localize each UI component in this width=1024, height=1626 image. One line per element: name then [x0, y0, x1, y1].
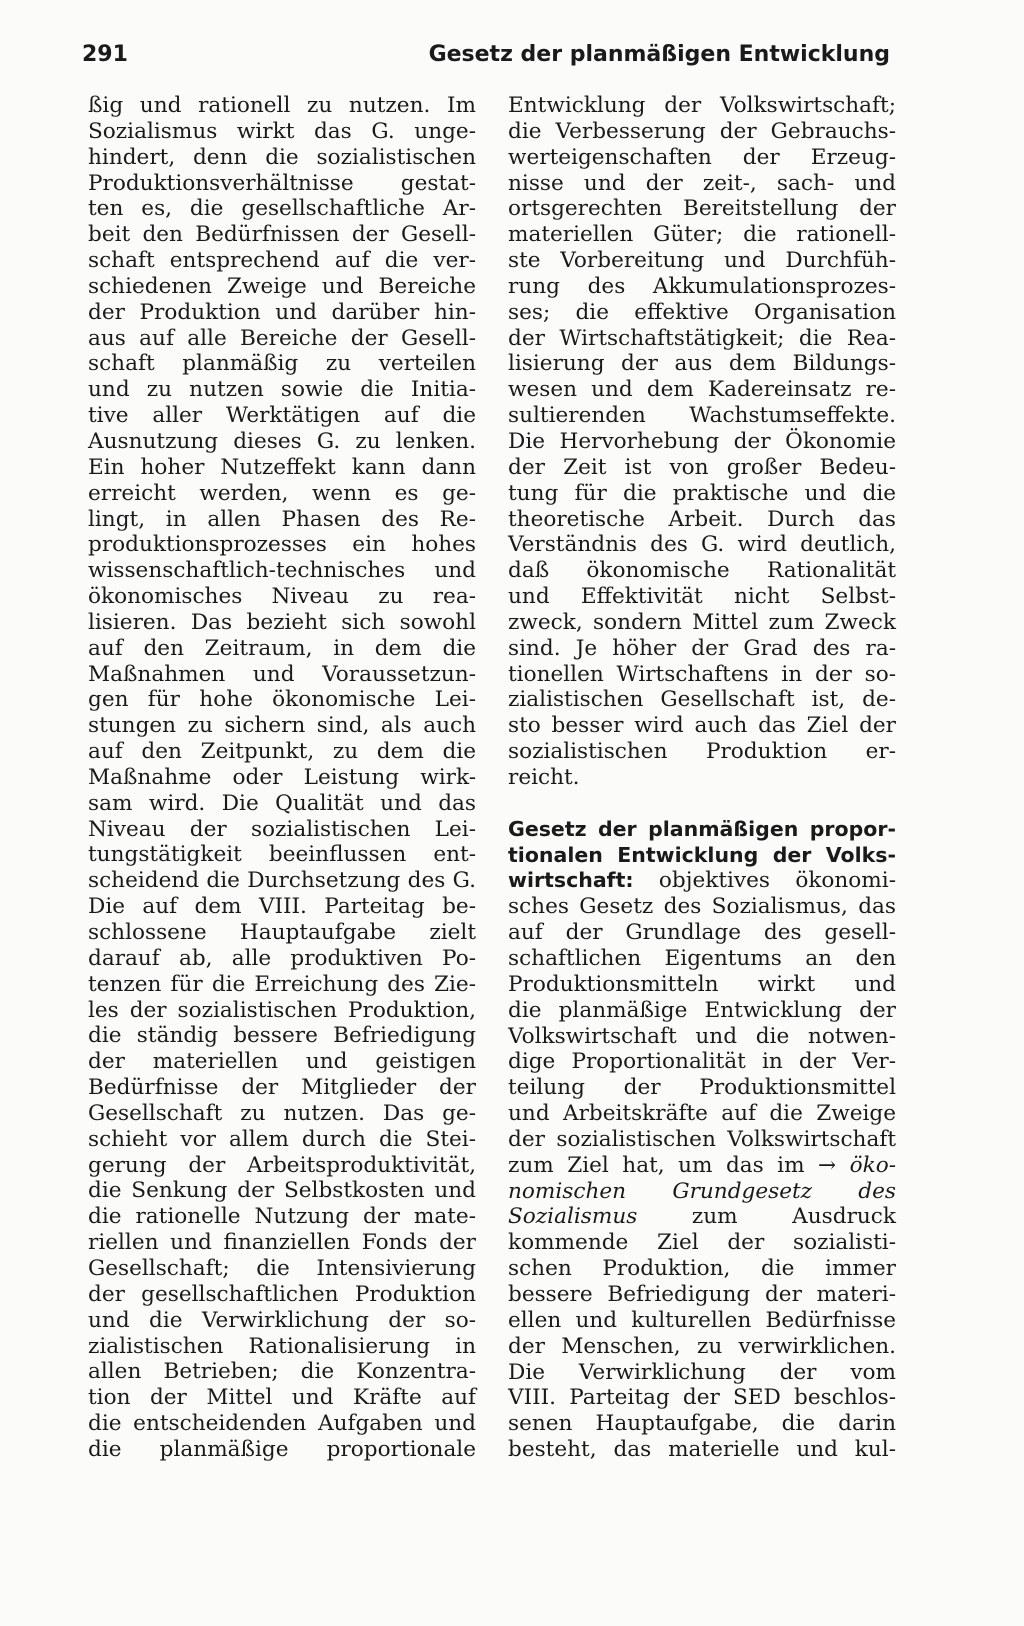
text-line: sam wird. Die Qualität und das [88, 790, 476, 816]
text-line: Ausnutzung dieses G. zu lenken. [88, 428, 476, 454]
text-line: gen für hohe ökonomische Lei- [88, 687, 476, 713]
text-line: Die Verwirklichung der vom [508, 1359, 896, 1385]
text-line: auf den Zeitraum, in dem die [88, 635, 476, 661]
right-column-continued-text [508, 93, 896, 791]
text-line: Produktionsverhältnisse gestat- [88, 170, 476, 196]
text-line: ellen und kulturellen Bedürfnisse [508, 1307, 896, 1333]
text-line: besteht, das materielle und kul- [508, 1437, 896, 1463]
entry-headword: wirtschaft: [508, 868, 634, 893]
text-line: scheidend die Durchsetzung des G. [88, 868, 476, 894]
text-line: Die auf dem VIII. Parteitag be- [88, 894, 476, 920]
text-line: tive aller Werktätigen auf die [88, 403, 476, 429]
text-line: die Verbesserung der Gebrauchs- [508, 118, 896, 144]
text-line: werteigenschaften der Erzeug- [508, 144, 896, 170]
text-line: rung des Akkumulationsprozes- [508, 273, 896, 299]
text-line: les der sozialistischen Produktion, [88, 997, 476, 1023]
text-line: die entscheidenden Aufgaben und [88, 1411, 476, 1437]
text-line: theoretische Arbeit. Durch das [508, 506, 896, 532]
text-line: Produktionsmitteln wirkt und [508, 971, 896, 997]
text-line: gerung der Arbeitsproduktivität, [88, 1152, 476, 1178]
text-line: der Zeit ist von großer Bedeu- [508, 454, 896, 480]
text-line: riellen und finanziellen Fonds der [88, 1230, 476, 1256]
text-line: wesen und dem Kadereinsatz re- [508, 377, 896, 403]
text-line: sultierenden Wachstumseffekte. [508, 403, 896, 429]
text-line: stungen zu sichern sind, als auch [88, 713, 476, 739]
text-line: nisse und der zeit-, sach- und [508, 170, 896, 196]
entry-text: zum Ziel hat, um das im [508, 1152, 819, 1178]
text-line: auf den Zeitpunkt, zu dem die [88, 739, 476, 765]
text-line: der Produktion und darüber hin- [88, 299, 476, 325]
text-line: schieht vor allem durch die Stei- [88, 1126, 476, 1152]
text-line: erreicht werden, wenn es ge- [88, 480, 476, 506]
text-line: der Wirtschaftstätigkeit; die Rea- [508, 325, 896, 351]
text-line: auf der Grundlage des gesell- [508, 920, 896, 946]
text-line: zialistischen Gesellschaft ist, de- [508, 687, 896, 713]
text-line: lisieren. Das bezieht sich sowohl [88, 609, 476, 635]
text-line: schaft planmäßig zu verteilen [88, 351, 476, 377]
entry-text-line [508, 1204, 896, 1230]
text-line: ßig und rationell zu nutzen. Im [88, 93, 476, 118]
text-line: Bedürfnisse der Mitglieder der [88, 1075, 476, 1101]
text-line: zialistischen Rationalisierung in [88, 1333, 476, 1359]
text-line: sind. Je höher der Grad des ra- [508, 635, 896, 661]
text-line: der sozialistischen Volkswirtschaft [508, 1126, 896, 1152]
text-line: sches Gesetz des Sozialismus, das [508, 894, 896, 920]
entry-text: zum Ausdruck [637, 1204, 896, 1230]
right-column [508, 93, 896, 1463]
text-line: tungstätigkeit beeinflussen ent- [88, 842, 476, 868]
text-line: die Senkung der Selbstkosten und [88, 1178, 476, 1204]
text-line: schiedenen Zweige und Bereiche [88, 273, 476, 299]
entry-body-b [508, 1230, 896, 1463]
text-line: teilung der Produktionsmittel [508, 1075, 896, 1101]
text-line: allen Betrieben; die Konzentra- [88, 1359, 476, 1385]
entry-headword: tionalen Entwicklung der Volks- [508, 842, 896, 867]
text-line: ses; die effektive Organisation [508, 299, 896, 325]
text-line: wissenschaftlich-technisches und [88, 558, 476, 584]
text-line: tion der Mittel und Kräfte auf [88, 1385, 476, 1411]
entry-headword-line [508, 843, 896, 869]
entry-text-line [508, 1179, 896, 1205]
text-line: die rationelle Nutzung der mate- [88, 1204, 476, 1230]
text-line: und Arbeitskräfte auf die Zweige [508, 1101, 896, 1127]
text-line: sto besser wird auch das Ziel der [508, 713, 896, 739]
text-line: und zu nutzen sowie die Initia- [88, 377, 476, 403]
entry-text: objektives ökonomi- [633, 868, 896, 894]
text-line: tung für die praktische und die [508, 480, 896, 506]
text-line: tionellen Wirtschaftens in der so- [508, 661, 896, 687]
text-line: ortsgerechten Bereitstellung der [508, 196, 896, 222]
text-line: kommende Ziel der sozialisti- [508, 1230, 896, 1256]
text-line: Volkswirtschaft und die notwen- [508, 1023, 896, 1049]
text-line: aus auf alle Bereiche der Gesell- [88, 325, 476, 351]
running-head: Gesetz der planmäßigen Entwicklung [428, 42, 890, 67]
text-line: die planmäßige Entwicklung der [508, 997, 896, 1023]
text-line: darauf ab, alle produktiven Po- [88, 945, 476, 971]
text-line: VIII. Parteitag der SED beschlos- [508, 1385, 896, 1411]
cross-reference-arrow: → [818, 1152, 837, 1178]
text-line: Sozialismus wirkt das G. unge- [88, 118, 476, 144]
text-line: und Effektivität nicht Selbst- [508, 584, 896, 610]
text-line: die ständig bessere Befriedigung [88, 1023, 476, 1049]
text-line: Maßnahmen und Voraussetzun- [88, 661, 476, 687]
text-line: dige Proportionalität in der Ver- [508, 1049, 896, 1075]
left-column [88, 93, 476, 1463]
dictionary-entry [508, 817, 896, 1463]
text-line: produktionsprozesses ein hohes [88, 532, 476, 558]
text-line: Niveau der sozialistischen Lei- [88, 816, 476, 842]
text-line: die planmäßige proportionale [88, 1436, 476, 1462]
text-line: materiellen Güter; die rationell- [508, 222, 896, 248]
text-line: der Menschen, zu verwirklichen. [508, 1333, 896, 1359]
text-line: Ein hoher Nutzeffekt kann dann [88, 454, 476, 480]
text-line: lingt, in allen Phasen des Re- [88, 506, 476, 532]
entry-headword-line [508, 817, 896, 843]
text-line: sozialistischen Produktion er- [508, 739, 896, 765]
page-number: 291 [82, 42, 128, 67]
text-line: zweck, sondern Mittel zum Zweck [508, 609, 896, 635]
text-line: schaftlichen Eigentums an den [508, 946, 896, 971]
text-line: tenzen für die Erreichung des Zie- [88, 971, 476, 997]
text-line: Die Hervorhebung der Ökonomie [508, 428, 896, 454]
text-line: schlossene Hauptaufgabe zielt [88, 920, 476, 945]
text-line: ste Vorbereitung und Durchfüh- [508, 248, 896, 274]
cross-reference-text[interactable]: nomischen Grundgesetz des [508, 1178, 896, 1204]
cross-reference-text[interactable]: öko- [836, 1152, 896, 1178]
text-line: lisierung der aus dem Bildungs- [508, 351, 896, 377]
entry-headword: Gesetz der planmäßigen propor- [508, 816, 896, 841]
text-line: beit den Bedürfnissen der Gesell- [88, 222, 476, 248]
text-line: ökonomisches Niveau zu rea- [88, 584, 476, 610]
text-line: Verständnis des G. wird deutlich, [508, 532, 896, 558]
text-line: der materiellen und geistigen [88, 1049, 476, 1075]
text-line: Gesellschaft zu nutzen. Das ge- [88, 1100, 476, 1126]
text-line: schaft entsprechend auf die ver- [88, 248, 476, 274]
entry-text-line [508, 1153, 896, 1179]
text-line: hindert, denn die sozialistischen [88, 144, 476, 170]
text-line: daß ökonomische Rationalität [508, 558, 896, 584]
text-line: Gesellschaft; die Intensivierung [88, 1255, 476, 1281]
entry-text-line [508, 868, 896, 894]
text-line: reicht. [508, 764, 580, 790]
text-line: schen Produktion, die immer [508, 1256, 896, 1282]
entry-spacer [508, 791, 896, 817]
text-line: senen Hauptaufgabe, die darin [508, 1411, 896, 1437]
entry-body-a [508, 894, 896, 1152]
cross-reference-text[interactable]: Sozialismus [508, 1204, 638, 1230]
text-line: Maßnahme oder Leistung wirk- [88, 764, 476, 790]
text-line: bessere Befriedigung der materi- [508, 1281, 896, 1307]
text-line: der gesellschaftlichen Produktion [88, 1281, 476, 1307]
text-line: Entwicklung der Volkswirtschaft; [508, 93, 896, 118]
text-line: und die Verwirklichung der so- [88, 1307, 476, 1333]
page-header [82, 38, 890, 78]
text-line: ten es, die gesellschaftliche Ar- [88, 196, 476, 222]
